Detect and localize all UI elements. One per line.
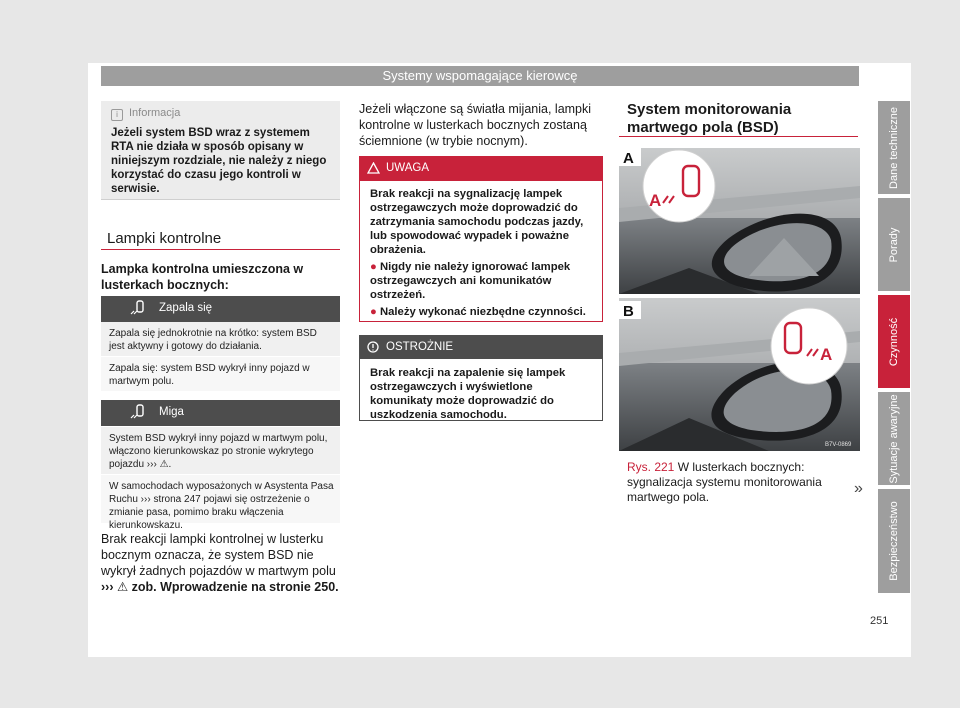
- tab-porady[interactable]: Porady: [878, 198, 910, 291]
- table-row: Zapala się: system BSD wykrył inny pojazd w martwym polu.: [101, 357, 340, 391]
- tab-czynnosc[interactable]: Czynność: [878, 295, 910, 388]
- warning-icon: [367, 162, 380, 174]
- caution-box: [359, 335, 603, 421]
- tab-sytuacje-awaryjne[interactable]: Sytuacje awaryjne: [878, 392, 910, 485]
- figure-mirrors: [619, 148, 860, 451]
- caution-icon: [367, 341, 379, 353]
- figure-code: B7V-0869: [825, 442, 852, 448]
- section-lampki: [101, 226, 340, 250]
- svg-text:A: A: [820, 345, 833, 364]
- info-box: [101, 101, 340, 200]
- intro-text: Lampka kontrolna umieszczona w lusterkach bocznych:: [101, 262, 304, 292]
- tab-bezpieczenstwo[interactable]: Bezpieczeństwo: [878, 489, 910, 593]
- page-header: Systemy wspomagające kierowcę: [101, 66, 859, 86]
- paragraph-swiatla: Jeżeli włączone są światła mijania, lampki kontrolne w lusterkach bocznych zostaną ściemnione (w trybie nocnym).: [359, 102, 592, 148]
- tab-dane-techniczne[interactable]: Dane techniczne: [878, 101, 910, 194]
- warning-bullet: Nigdy nie należy ignorować lampek ostrzegawczych ani komunikatów ostrzeżeń.: [370, 261, 571, 301]
- table-header-label: Zapala się: [159, 302, 213, 314]
- bsd-mirror-icon: [129, 404, 147, 422]
- table-header-miga: [101, 400, 340, 426]
- figure-caption: [627, 460, 849, 505]
- info-icon: i: [111, 109, 123, 121]
- warning-box: UWAGA Brak reakcji na sygnalizację lampek ostrzegawczych może doprowadzić do zatrzymania samochodu podczas jazdy, lub spowodować wypadek i poważne obrażenia. ● Nigdy nie należy ignorować lampek ostrzegawczych ani komunikatów ostrzeżeń. ● Należy wykonać niezbędne czynności.: [359, 156, 603, 322]
- warning-title: UWAGA: [386, 162, 430, 174]
- page-number: 251: [870, 615, 889, 627]
- section-title: System monitorowania martwego pola (BSD): [627, 101, 792, 136]
- panel-label-a: A: [623, 150, 634, 167]
- warning-bullet: Należy wykonać niezbędne czynności.: [379, 306, 586, 318]
- svg-text:A: A: [649, 191, 662, 210]
- table-row: Zapala się jednokrotnie na krótko: system BSD jest aktywny i gotowy do działania.: [101, 322, 340, 356]
- table-row: System BSD wykrył inny pojazd w martwym polu, włączono kierunkowskaz po stronie wykrytego pojazdu ››› ⚠.: [101, 427, 340, 474]
- table-header-zapala: [101, 296, 340, 322]
- table-header-label: Miga: [159, 406, 184, 418]
- figure-number: Rys. 221: [627, 460, 675, 474]
- bsd-mirror-icon: [129, 300, 147, 318]
- caution-text: Brak reakcji na zapalenie się lampek ostrzegawczych i wyświetlone komunikaty może doprowadzić do uszkodzenia samochodu.: [370, 367, 566, 421]
- section-title: Lampki kontrolne: [107, 230, 222, 247]
- caution-title: OSTROŻNIE: [386, 341, 454, 353]
- paragraph-brak-reakcji: Brak reakcji lampki kontrolnej w lusterku bocznym oznacza, że system BSD nie wykrył żadnych pojazdów w martwym polu ››› ⚠ zob. Wprowadzenie na stronie 250.: [101, 532, 339, 594]
- info-title: Informacja: [129, 107, 181, 119]
- table-row: W samochodach wyposażonych w Asystenta Pasa Ruchu ››› strona 247 pojawi się ostrzeżenie o zmianie pasa, pomimo braku włączenia kierunkowskazu.: [101, 475, 340, 523]
- panel-label-b: B: [623, 303, 634, 320]
- caption-text: W lusterkach bocznych: sygnalizacja systemu monitorowania martwego pola.: [627, 460, 822, 504]
- info-text: Jeżeli system BSD wraz z systemem RTA nie działa w sposób opisany w niniejszym rozdziale, nie należy z niego korzystać do czasu jego kontroli w serwisie.: [111, 127, 327, 195]
- warning-text: Brak reakcji na sygnalizację lampek ostrzegawczych może doprowadzić do zatrzymania samochodu podczas jazdy, lub spowodować wypadek i poważne obrażenia.: [370, 188, 584, 256]
- mirror-illustration: [619, 148, 860, 451]
- ref-link[interactable]: ››› ⚠ zob. Wprowadzenie na stronie 250.: [101, 580, 339, 594]
- section-bsd: [619, 101, 858, 137]
- continue-chevron-icon: »: [854, 480, 863, 497]
